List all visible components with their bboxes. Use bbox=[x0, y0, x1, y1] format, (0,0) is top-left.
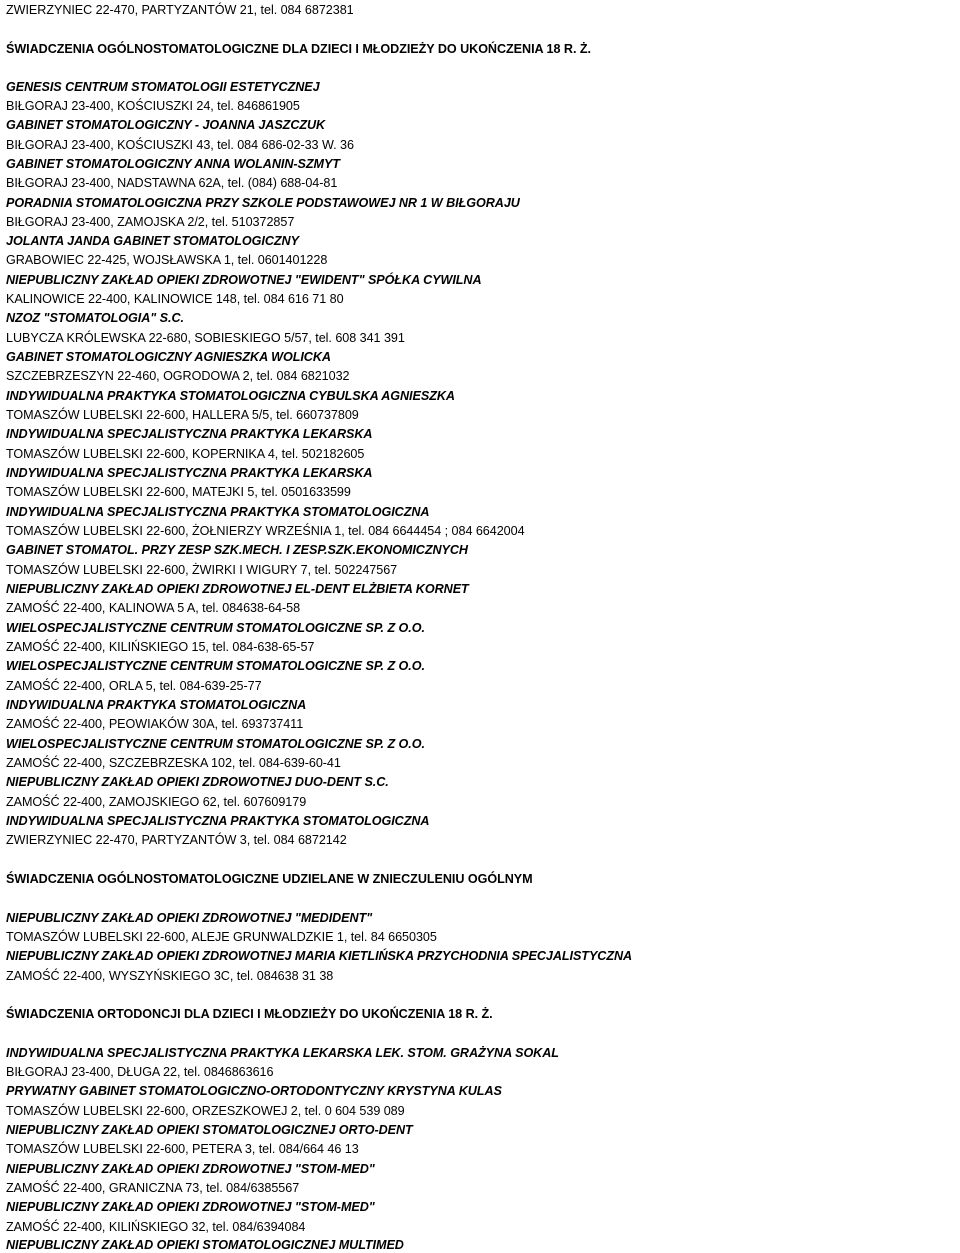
clinic-address: BIŁGORAJ 23-400, NADSTAWNA 62A, tel. (084) 688-04-81 bbox=[6, 176, 338, 190]
section-heading: ŚWIADCZENIA OGÓLNOSTOMATOLOGICZNE DLA DZIECI I MŁODZIEŻY DO UKOŃCZENIA 18 R. Ż. bbox=[6, 42, 591, 56]
clinic-address: ZAMOŚĆ 22-400, KALINOWA 5 A, tel. 084638-64-58 bbox=[6, 601, 301, 615]
clinic-address: BIŁGORAJ 23-400, ZAMOJSKA 2/2, tel. 510372857 bbox=[6, 215, 295, 229]
clinic-address: SZCZEBRZESZYN 22-460, OGRODOWA 2, tel. 084 6821032 bbox=[6, 369, 350, 383]
clinic-address: ZAMOŚĆ 22-400, SZCZEBRZESKA 102, tel. 084-639-60-41 bbox=[6, 756, 341, 770]
clinic-name: GABINET STOMATOL. PRZY ZESP SZK.MECH. I ZESP.SZK.EKONOMICZNYCH bbox=[6, 543, 468, 557]
clinic-name: GABINET STOMATOLOGICZNY ANNA WOLANIN-SZMYT bbox=[6, 157, 340, 171]
clinic-address: GRABOWIEC 22-425, WOJSŁAWSKA 1, tel. 0601401228 bbox=[6, 253, 328, 267]
clinic-name: INDYWIDUALNA SPECJALISTYCZNA PRAKTYKA LEKARSKA LEK. STOM. GRAŻYNA SOKAL bbox=[6, 1046, 559, 1060]
clinic-address: ZAMOŚĆ 22-400, KILIŃSKIEGO 15, tel. 084-638-65-57 bbox=[6, 640, 315, 654]
clinic-name: JOLANTA JANDA GABINET STOMATOLOGICZNY bbox=[6, 234, 299, 248]
clinic-name: INDYWIDUALNA SPECJALISTYCZNA PRAKTYKA LEKARSKA bbox=[6, 427, 373, 441]
clinic-address: BIŁGORAJ 23-400, KOŚCIUSZKI 43, tel. 084 686-02-33 W. 36 bbox=[6, 138, 354, 152]
clinic-address: ZWIERZYNIEC 22-470, PARTYZANTÓW 3, tel. 084 6872142 bbox=[6, 833, 347, 847]
clinic-name: GABINET STOMATOLOGICZNY - JOANNA JASZCZUK bbox=[6, 118, 326, 132]
clinic-address: ZAMOŚĆ 22-400, ORLA 5, tel. 084-639-25-77 bbox=[6, 679, 262, 693]
clinic-address: ZAMOŚĆ 22-400, ZAMOJSKIEGO 62, tel. 607609179 bbox=[6, 795, 307, 809]
clinic-address: ZAMOŚĆ 22-400, KILIŃSKIEGO 32, tel. 084/6394084 bbox=[6, 1220, 306, 1234]
clinic-name: GENESIS CENTRUM STOMATOLOGII ESTETYCZNEJ bbox=[6, 80, 320, 94]
clinic-name: NIEPUBLICZNY ZAKŁAD OPIEKI ZDROWOTNEJ "MEDIDENT" bbox=[6, 911, 373, 925]
clinic-address: KALINOWICE 22-400, KALINOWICE 148, tel. 084 616 71 80 bbox=[6, 292, 344, 306]
clinic-name: NIEPUBLICZNY ZAKŁAD OPIEKI ZDROWOTNEJ "EWIDENT" SPÓŁKA CYWILNA bbox=[6, 273, 482, 287]
clinic-address: ZAMOŚĆ 22-400, WYSZYŃSKIEGO 3C, tel. 084638 31 38 bbox=[6, 969, 334, 983]
clinic-name: NIEPUBLICZNY ZAKŁAD OPIEKI ZDROWOTNEJ "STOM-MED" bbox=[6, 1200, 375, 1214]
clinic-address: ZAMOŚĆ 22-400, PEOWIAKÓW 30A, tel. 693737411 bbox=[6, 717, 304, 731]
clinic-name: INDYWIDUALNA SPECJALISTYCZNA PRAKTYKA LEKARSKA bbox=[6, 466, 373, 480]
clinic-name: GABINET STOMATOLOGICZNY AGNIESZKA WOLICKA bbox=[6, 350, 331, 364]
clinic-name: NIEPUBLICZNY ZAKŁAD OPIEKI STOMATOLOGICZNEJ MULTIMED bbox=[6, 1238, 404, 1252]
clinic-address: TOMASZÓW LUBELSKI 22-600, ŻOŁNIERZY WRZEŚNIA 1, tel. 084 6644454 ; 084 6642004 bbox=[6, 524, 525, 538]
clinic-address: TOMASZÓW LUBELSKI 22-600, HALLERA 5/5, tel. 660737809 bbox=[6, 408, 359, 422]
top-address-line: ZWIERZYNIEC 22-470, PARTYZANTÓW 21, tel. 084 6872381 bbox=[6, 3, 354, 17]
clinic-address: TOMASZÓW LUBELSKI 22-600, PETERA 3, tel. 084/664 46 13 bbox=[6, 1142, 359, 1156]
clinic-name: WIELOSPECJALISTYCZNE CENTRUM STOMATOLOGICZNE SP. Z O.O. bbox=[6, 659, 425, 673]
clinic-name: WIELOSPECJALISTYCZNE CENTRUM STOMATOLOGICZNE SP. Z O.O. bbox=[6, 737, 425, 751]
clinic-name: INDYWIDUALNA SPECJALISTYCZNA PRAKTYKA STOMATOLOGICZNA bbox=[6, 814, 430, 828]
clinic-address: TOMASZÓW LUBELSKI 22-600, MATEJKI 5, tel. 0501633599 bbox=[6, 485, 351, 499]
clinic-name: NIEPUBLICZNY ZAKŁAD OPIEKI STOMATOLOGICZNEJ ORTO-DENT bbox=[6, 1123, 413, 1137]
clinic-name: NIEPUBLICZNY ZAKŁAD OPIEKI ZDROWOTNEJ MARIA KIETLIŃSKA PRZYCHODNIA SPECJALISTYCZNA bbox=[6, 949, 633, 963]
clinic-name: INDYWIDUALNA PRAKTYKA STOMATOLOGICZNA bbox=[6, 698, 307, 712]
clinic-name: NIEPUBLICZNY ZAKŁAD OPIEKI ZDROWOTNEJ DUO-DENT S.C. bbox=[6, 775, 389, 789]
clinic-name: WIELOSPECJALISTYCZNE CENTRUM STOMATOLOGICZNE SP. Z O.O. bbox=[6, 621, 425, 635]
section-heading: ŚWIADCZENIA OGÓLNOSTOMATOLOGICZNE UDZIELANE W ZNIECZULENIU OGÓLNYM bbox=[6, 872, 533, 886]
clinic-address: BIŁGORAJ 23-400, KOŚCIUSZKI 24, tel. 846861905 bbox=[6, 99, 300, 113]
clinic-name: NZOZ "STOMATOLOGIA" S.C. bbox=[6, 311, 184, 325]
clinic-name: INDYWIDUALNA SPECJALISTYCZNA PRAKTYKA STOMATOLOGICZNA bbox=[6, 505, 430, 519]
clinic-address: TOMASZÓW LUBELSKI 22-600, ORZESZKOWEJ 2, tel. 0 604 539 089 bbox=[6, 1104, 405, 1118]
clinic-address: TOMASZÓW LUBELSKI 22-600, KOPERNIKA 4, tel. 502182605 bbox=[6, 447, 365, 461]
clinic-address: ZAMOŚĆ 22-400, GRANICZNA 73, tel. 084/6385567 bbox=[6, 1181, 300, 1195]
clinic-address: LUBYCZA KRÓLEWSKA 22-680, SOBIESKIEGO 5/57, tel. 608 341 391 bbox=[6, 331, 405, 345]
clinic-address: TOMASZÓW LUBELSKI 22-600, ŻWIRKI I WIGURY 7, tel. 502247567 bbox=[6, 563, 398, 577]
clinic-address: BIŁGORAJ 23-400, DŁUGA 22, tel. 0846863616 bbox=[6, 1065, 274, 1079]
clinic-name: PORADNIA STOMATOLOGICZNA PRZY SZKOLE PODSTAWOWEJ NR 1 W BIŁGORAJU bbox=[6, 196, 520, 210]
clinic-name: INDYWIDUALNA PRAKTYKA STOMATOLOGICZNA CYBULSKA AGNIESZKA bbox=[6, 389, 455, 403]
clinic-name: PRYWATNY GABINET STOMATOLOGICZNO-ORTODONTYCZNY KRYSTYNA KULAS bbox=[6, 1084, 502, 1098]
clinic-name: NIEPUBLICZNY ZAKŁAD OPIEKI ZDROWOTNEJ "STOM-MED" bbox=[6, 1162, 375, 1176]
clinic-address: TOMASZÓW LUBELSKI 22-600, ALEJE GRUNWALDZKIE 1, tel. 84 6650305 bbox=[6, 930, 437, 944]
section-heading: ŚWIADCZENIA ORTODONCJI DLA DZIECI I MŁODZIEŻY DO UKOŃCZENIA 18 R. Ż. bbox=[6, 1007, 493, 1021]
clinic-name: NIEPUBLICZNY ZAKŁAD OPIEKI ZDROWOTNEJ EL-DENT ELŻBIETA KORNET bbox=[6, 582, 469, 596]
